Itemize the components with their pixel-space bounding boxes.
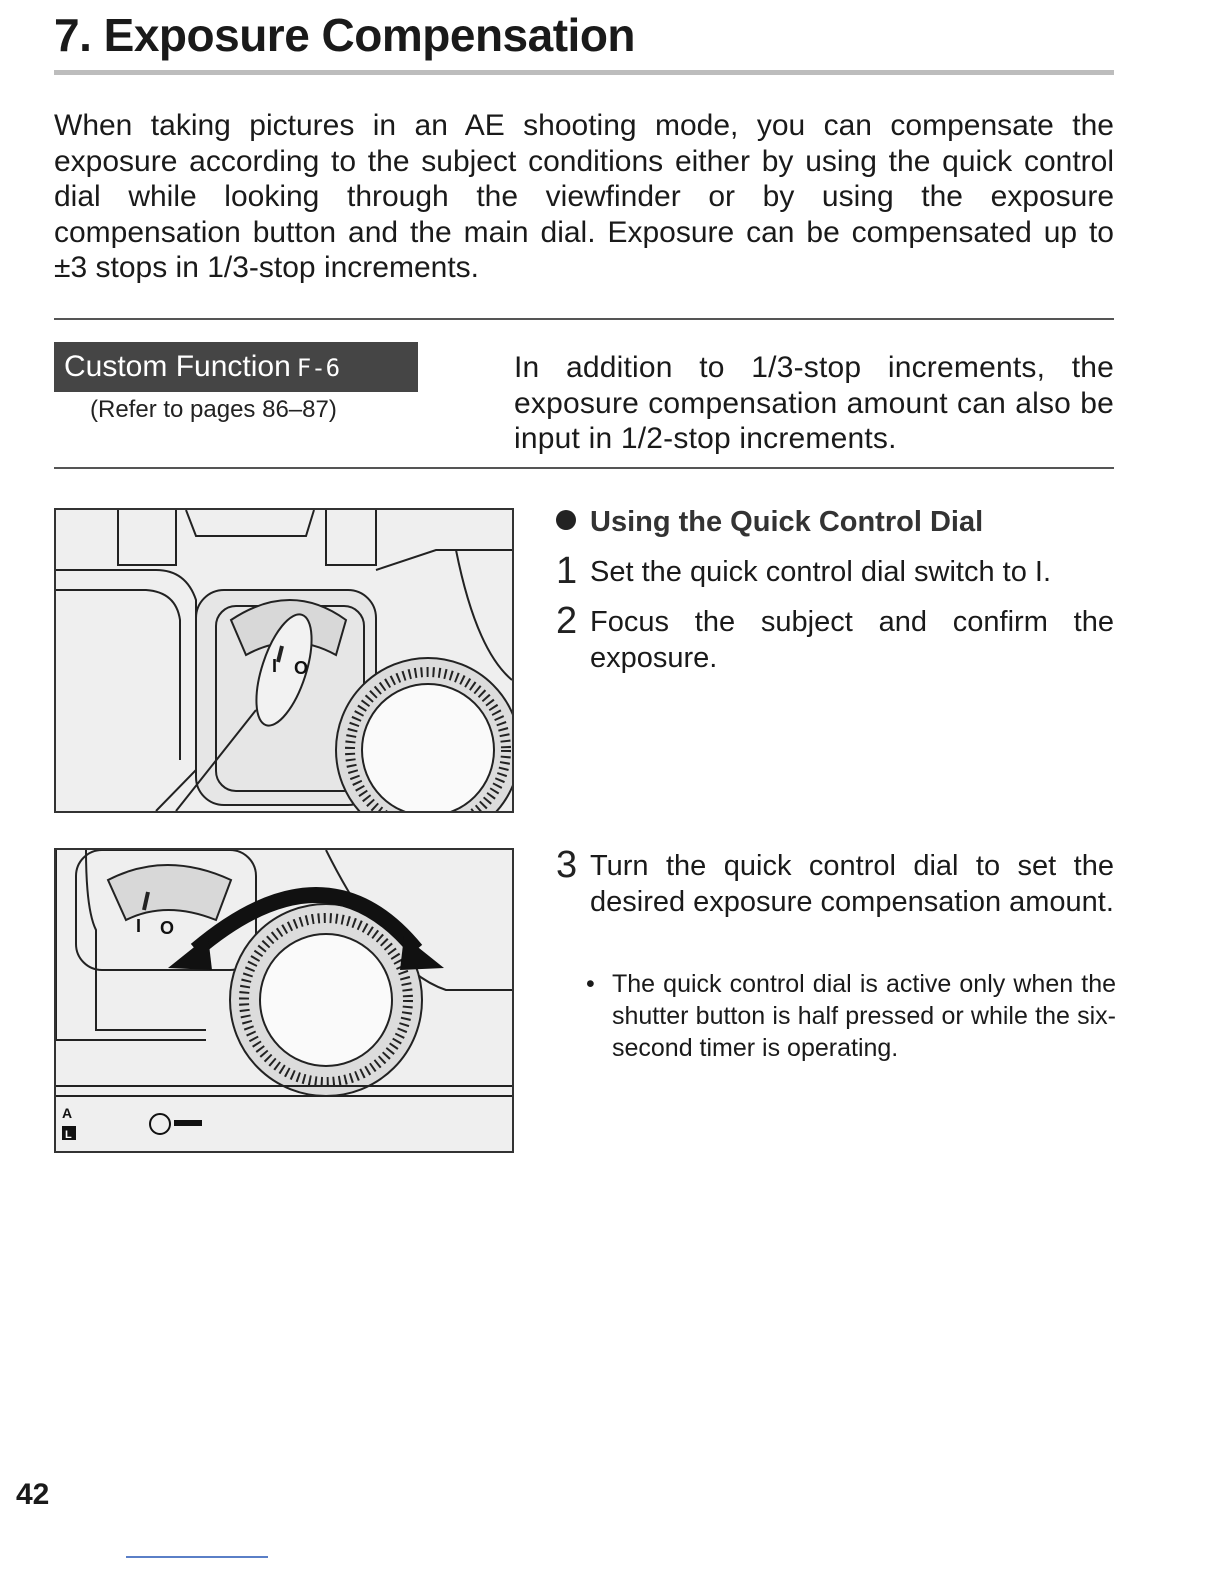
- step-3: [556, 844, 1116, 964]
- footer-rule: [126, 1556, 268, 1558]
- divider-top: [54, 318, 1114, 320]
- custom-function-badge: [54, 342, 418, 392]
- mode-symbol-a: A: [62, 1105, 73, 1121]
- step-number: 1: [556, 550, 578, 592]
- switch-mark-on-2: I: [136, 916, 142, 936]
- note-item: [586, 968, 1116, 1064]
- figure-dial-switch: [54, 508, 514, 813]
- custom-function-description: In addition to 1/3-stop increments, the exposure compensation amount can also be input in 1/2-stop increments.: [514, 351, 1114, 455]
- custom-function-code: F-6: [296, 354, 341, 382]
- custom-function-label: Custom Function: [64, 350, 291, 383]
- step-1: [556, 550, 1116, 600]
- step-number: 3: [556, 844, 578, 886]
- step-text: Turn the quick control dial to set the desired exposure compensation amount.: [590, 850, 1114, 918]
- camera-back-illustration-2: [56, 850, 512, 1151]
- section-heading-text: Using the Quick Control Dial: [590, 506, 984, 538]
- figure-turning-dial: [54, 848, 514, 1153]
- bullet-dot-icon: [556, 510, 576, 530]
- switch-mark-off: O: [294, 658, 309, 678]
- divider-bottom: [54, 467, 1114, 469]
- note-text: The quick control dial is active only when the shutter button is half pressed or while the six-second timer is operating.: [612, 970, 1116, 1062]
- step-text: Focus the subject and confirm the exposure.: [590, 606, 1114, 674]
- note-bullet-icon: •: [586, 970, 595, 998]
- step-text: Set the quick control dial switch to I.: [590, 556, 1051, 588]
- page-title: 7. Exposure Compensation: [54, 9, 636, 61]
- step-2: [556, 600, 1116, 680]
- custom-function-reference: (Refer to pages 86–87): [90, 396, 337, 423]
- switch-mark-on: I: [272, 656, 278, 676]
- intro-paragraph: When taking pictures in an AE shooting mode, you can compensate the exposure according to the subject conditions either by using the quick control dial while looking through the viewfinder or by using the exposure compensation button and the main dial. Exposure can be compensated up to ±3 stops in 1/3-stop increments.: [54, 109, 1114, 284]
- section-heading: [556, 506, 983, 539]
- title-rule: [54, 70, 1114, 75]
- mode-symbol-l: L: [65, 1129, 72, 1141]
- camera-back-illustration-1: [56, 510, 512, 811]
- step-number: 2: [556, 600, 578, 642]
- page-number: 42: [16, 1478, 50, 1511]
- switch-mark-off-2: O: [160, 918, 175, 938]
